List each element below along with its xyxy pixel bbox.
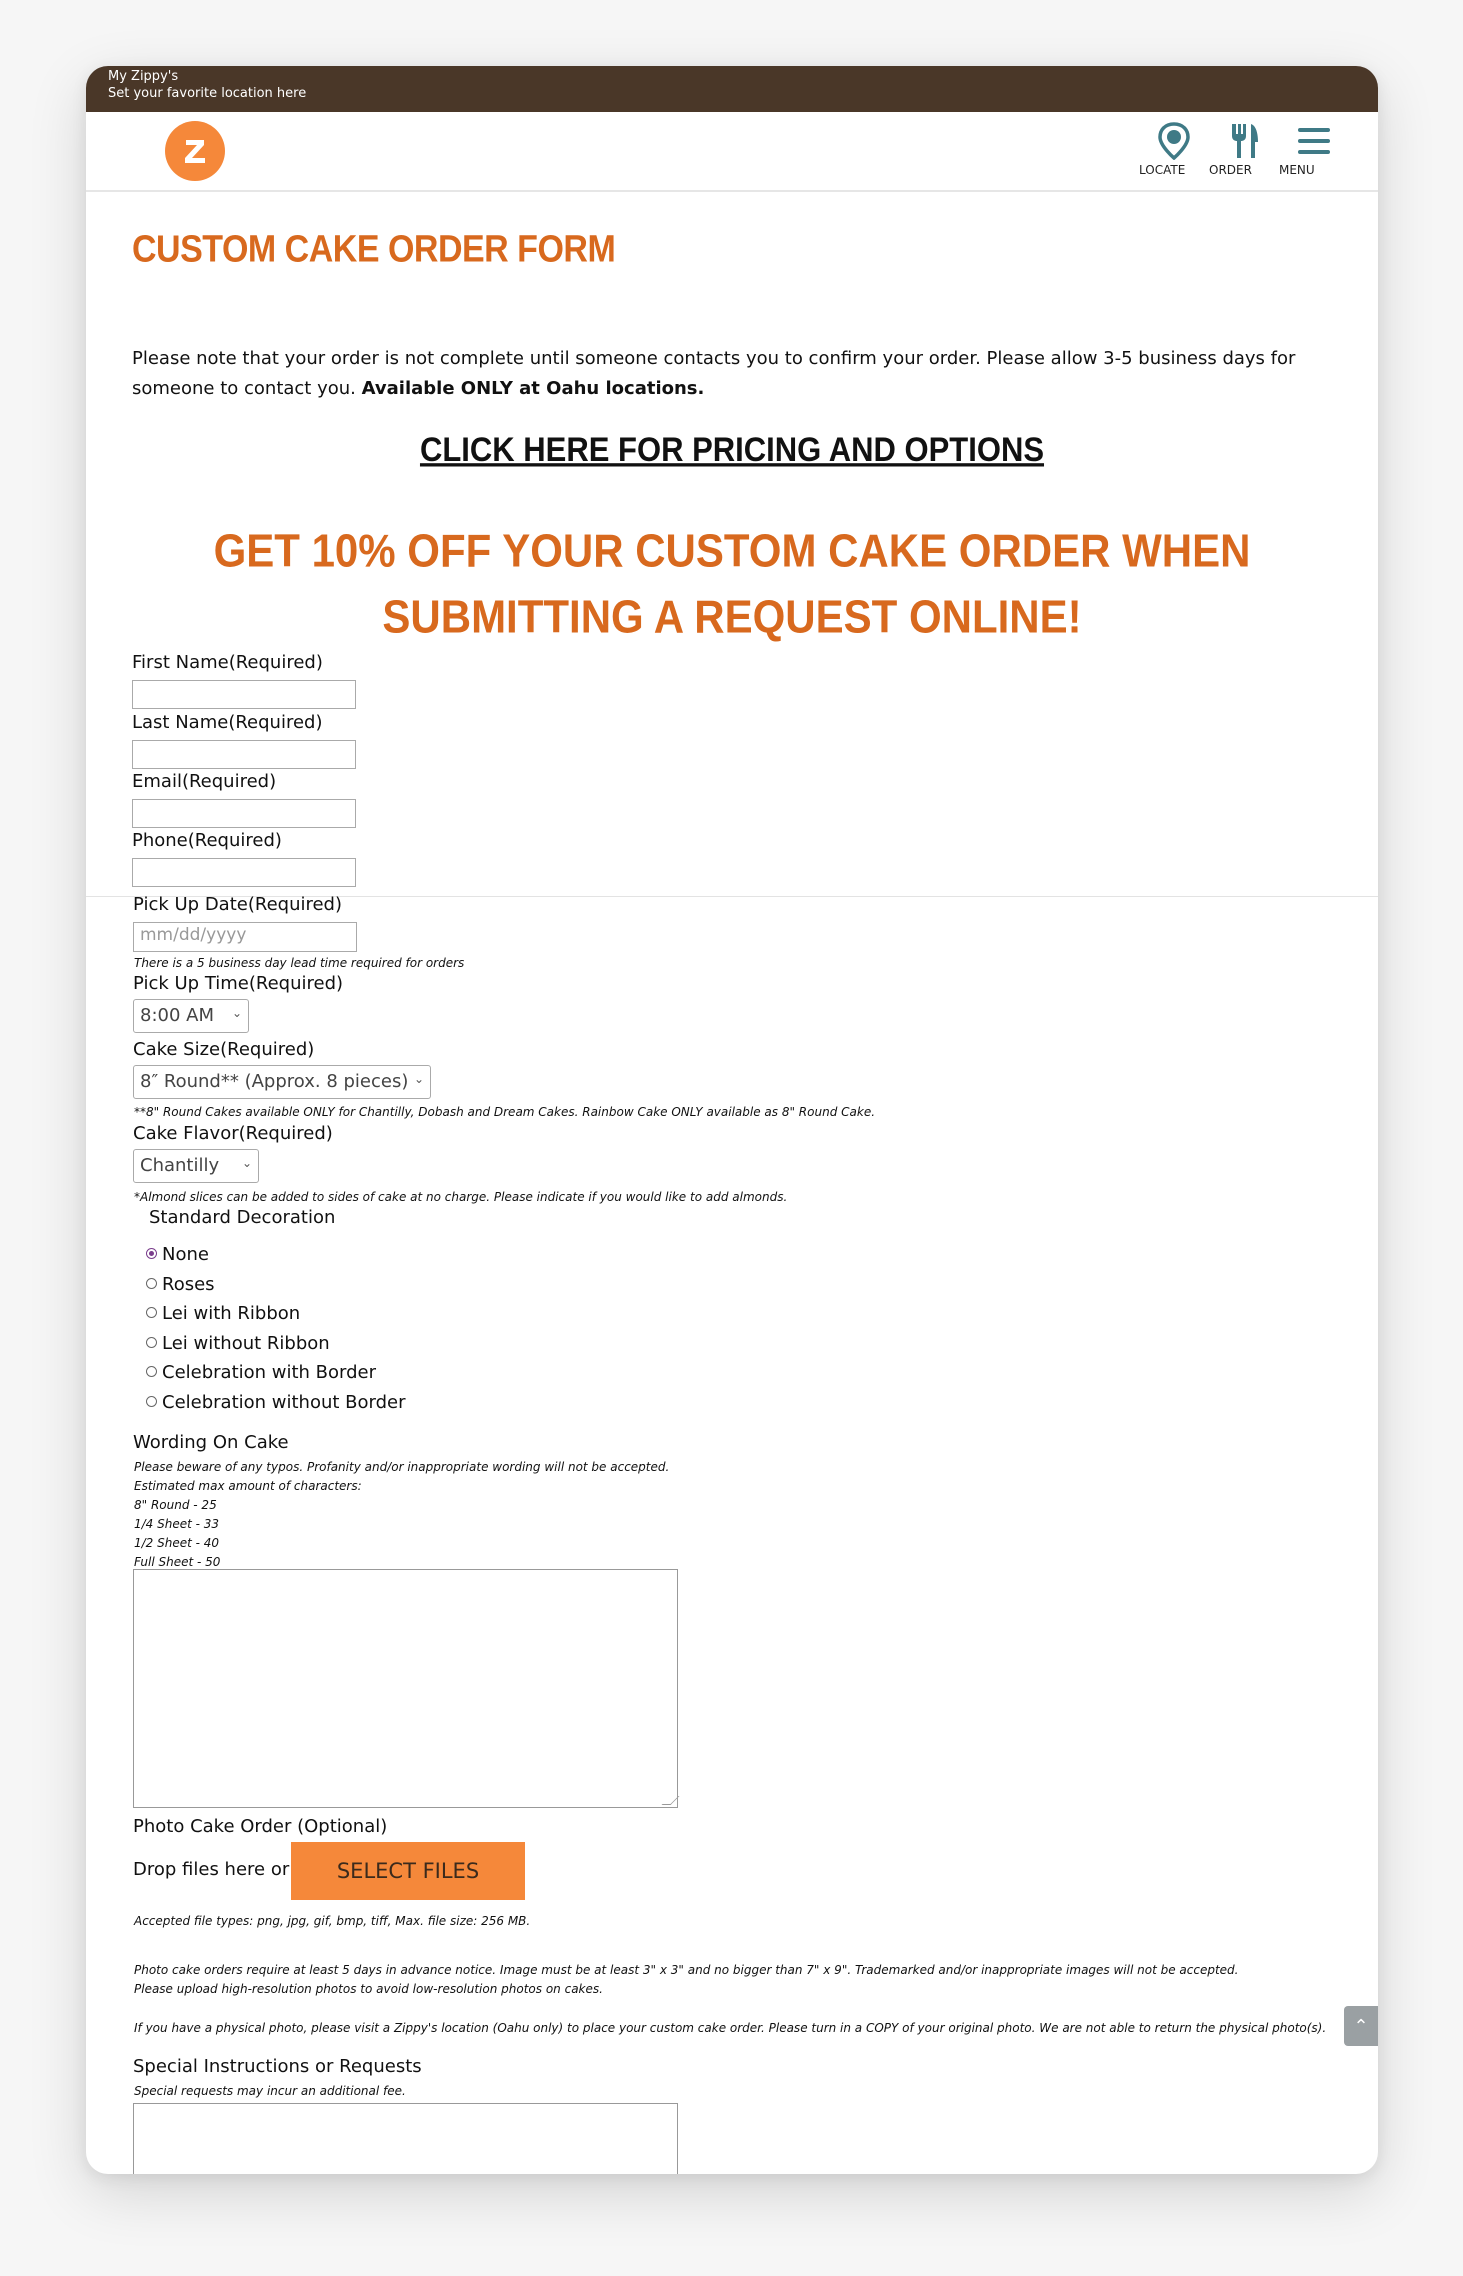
wording-hint-line: 8" Round - 25 [134, 1498, 217, 1512]
radio-empty-icon [146, 1278, 157, 1289]
cake-flavor-label: Cake Flavor(Required) [133, 1123, 333, 1144]
cake-size-value: 8″ Round** (Approx. 8 pieces) [140, 1071, 409, 1092]
resize-handle-icon[interactable] [662, 1796, 680, 1805]
decoration-option-label: Roses [162, 1274, 215, 1295]
special-instructions-label: Special Instructions or Requests [133, 2056, 422, 2077]
decoration-option-label: Celebration without Border [162, 1392, 406, 1413]
first-name-input[interactable] [132, 680, 356, 709]
fork-knife-icon [1226, 122, 1262, 160]
photo-note-line: Photo cake orders require at least 5 days in advance notice. Image must be at least 3" x 3" and no bigger than 7" x 9". Trademarked and/or inappropriate images will not be accepted. [134, 1963, 1239, 1977]
last-name-input[interactable] [132, 740, 356, 769]
physical-photo-note: If you have a physical photo, please visit a Zippy's location (Oahu only) to place your custom cake order. Please turn in a COPY of your original photo. We are not able to return the physical photo(s). [134, 2021, 1327, 2035]
pickup-date-input[interactable]: mm/dd/yyyy [133, 922, 357, 952]
email-input[interactable] [132, 799, 356, 828]
photo-order-label: Photo Cake Order (Optional) [133, 1816, 388, 1837]
radio-empty-icon [146, 1366, 157, 1377]
pricing-options-link[interactable]: CLICK HERE FOR PRICING AND OPTIONS [419, 430, 1045, 469]
phone-input[interactable] [132, 858, 356, 887]
chevron-up-icon: ⌃ [1353, 2015, 1369, 2037]
location-pin-icon [1157, 122, 1191, 160]
photo-note-line: Please upload high-resolution photos to avoid low-resolution photos on cakes. [134, 1982, 603, 1996]
phone-label: Phone(Required) [132, 830, 282, 851]
decoration-option-lei-without-ribbon[interactable] [146, 1333, 330, 1354]
chevron-down-icon: ⌄ [241, 1156, 252, 1170]
hamburger-menu-icon [1296, 122, 1332, 160]
browser-window [86, 66, 1378, 2174]
wording-hint-line: 1/2 Sheet - 40 [134, 1536, 220, 1550]
accepted-types-hint: Accepted file types: png, jpg, gif, bmp, tiff, Max. file size: 256 MB. [134, 1914, 531, 1928]
decoration-option-roses[interactable] [146, 1274, 215, 1295]
wording-hint-line: 1/4 Sheet - 33 [134, 1517, 220, 1531]
page-title: CUSTOM CAKE ORDER FORM [132, 228, 616, 271]
first-name-label: First Name(Required) [132, 652, 323, 673]
nav-menu[interactable] [1279, 122, 1349, 177]
zippys-logo-icon [173, 129, 217, 173]
favorite-location-link[interactable]: Set your favorite location here [108, 86, 307, 101]
wording-label: Wording On Cake [133, 1432, 289, 1453]
cake-size-label: Cake Size(Required) [133, 1039, 315, 1060]
pickup-date-label: Pick Up Date(Required) [133, 894, 343, 915]
cake-size-select[interactable] [133, 1065, 431, 1099]
wording-textarea[interactable] [133, 1569, 678, 1808]
select-files-button[interactable]: SELECT FILES [291, 1842, 525, 1900]
pricing-link-wrapper [86, 432, 1378, 468]
wording-hint-line: Estimated max amount of characters: [134, 1479, 362, 1493]
decoration-option-label: None [162, 1244, 209, 1265]
promo-banner: GET 10% OFF YOUR CUSTOM CAKE ORDER WHEN SUBMITTING A REQUEST ONLINE! [213, 524, 1251, 643]
pickup-time-select[interactable] [133, 999, 249, 1033]
decoration-option-label: Celebration with Border [162, 1362, 377, 1383]
order-note-text: Please note that your order is not complete until someone contacts you to confirm your order. Please allow 3-5 business days for someone to contact you. [132, 348, 1296, 399]
radio-empty-icon [146, 1307, 157, 1318]
decoration-option-celebration-with-border[interactable] [146, 1362, 376, 1383]
nav-order[interactable] [1209, 122, 1279, 177]
nav-order-label: ORDER [1209, 163, 1252, 177]
cake-flavor-hint: *Almond slices can be added to sides of cake at no charge. Please indicate if you would like to add almonds. [134, 1190, 788, 1204]
radio-empty-icon [146, 1396, 157, 1407]
decoration-option-none[interactable] [146, 1244, 209, 1265]
cake-flavor-select[interactable] [133, 1149, 259, 1183]
zippys-logo[interactable] [165, 121, 225, 181]
drop-files-text: Drop files here or [133, 1859, 290, 1880]
chevron-down-icon: ⌄ [231, 1006, 242, 1020]
radio-empty-icon [146, 1337, 157, 1348]
wording-hint-line: Please beware of any typos. Profanity and/or inappropriate wording will not be accepted. [134, 1460, 670, 1474]
order-note-bold: Available ONLY at Oahu locations. [361, 378, 705, 399]
radio-selected-icon [146, 1248, 157, 1259]
scroll-to-top-button[interactable] [1344, 2006, 1378, 2046]
chevron-down-icon: ⌄ [413, 1072, 424, 1086]
nav-locate-label: LOCATE [1139, 163, 1186, 177]
email-label: Email(Required) [132, 771, 277, 792]
special-instructions-hint: Special requests may incur an additional fee. [134, 2084, 406, 2098]
last-name-label: Last Name(Required) [132, 712, 323, 733]
nav-menu-label: MENU [1279, 163, 1315, 177]
cake-flavor-value: Chantilly [140, 1155, 220, 1176]
favorite-location-bar[interactable] [86, 66, 1378, 112]
pickup-time-label: Pick Up Time(Required) [133, 973, 344, 994]
decoration-option-lei-with-ribbon[interactable] [146, 1303, 300, 1324]
wording-hint-line: Full Sheet - 50 [134, 1555, 221, 1569]
photo-requirements-note [134, 1961, 1334, 1999]
cake-size-hint: **8" Round Cakes available ONLY for Chantilly, Dobash and Dream Cakes. Rainbow Cake ONLY available as 8" Round Cake. [134, 1105, 876, 1119]
main-navbar [86, 112, 1378, 192]
decoration-option-celebration-without-border[interactable] [146, 1392, 406, 1413]
wording-hints [134, 1458, 669, 1572]
special-instructions-textarea[interactable] [133, 2103, 678, 2174]
order-note [132, 344, 1332, 404]
nav-locate[interactable] [1139, 122, 1209, 177]
decoration-label: Standard Decoration [149, 1207, 336, 1228]
pickup-time-value: 8:00 AM [140, 1005, 214, 1026]
decoration-option-label: Lei without Ribbon [162, 1333, 330, 1354]
decoration-option-label: Lei with Ribbon [162, 1303, 301, 1324]
pickup-date-hint: There is a 5 business day lead time required for orders [134, 956, 465, 970]
my-zippys-label: My Zippy's [108, 69, 179, 84]
